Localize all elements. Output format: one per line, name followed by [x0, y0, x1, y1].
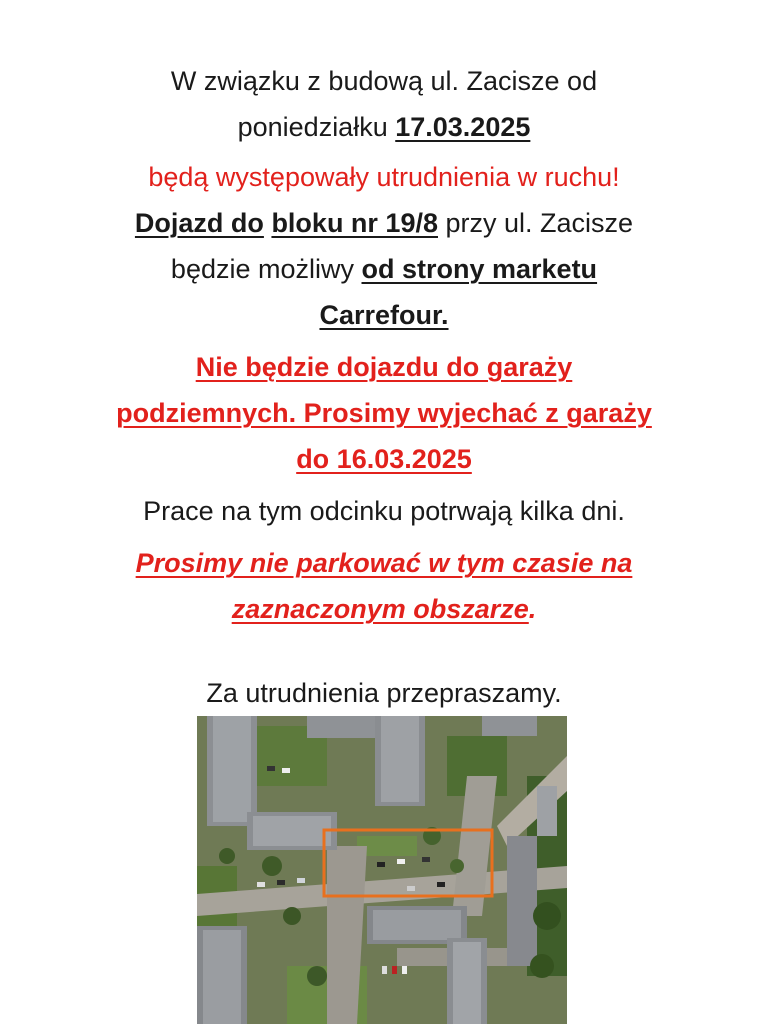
start-date: 17.03.2025: [395, 112, 531, 142]
aerial-map: [197, 716, 567, 1024]
access-line-2: [0, 246, 768, 292]
parking-warning-1: Prosimy nie parkować w tym czasie na: [135, 548, 633, 578]
apology: Za utrudnienia przepraszamy.: [206, 678, 562, 708]
traffic-warning: będą występowały utrudnienia w ruchu!: [148, 162, 620, 192]
access-direction: od strony marketu: [361, 254, 598, 284]
parking-area: zaznaczonym obszarze: [231, 594, 529, 624]
garage-warning-3: do 16.03.2025: [296, 444, 472, 474]
access-possible: będzie możliwy: [170, 254, 362, 284]
intro-line-1: W związku z budową ul. Zacisze od: [170, 66, 598, 96]
parking-warning-2: [0, 586, 768, 632]
intro-line-2: [0, 104, 768, 150]
access-street: przy ul. Zacisze: [438, 208, 634, 238]
access-line-3: Carrefour.: [319, 300, 449, 330]
works-duration: Prace na tym odcinku potrwają kilka dni.: [143, 496, 625, 526]
access-text: Dojazd do: [134, 208, 264, 238]
notice-text: [0, 58, 768, 716]
aerial-map-image: [197, 716, 567, 1024]
intro-line-2-prefix: poniedziałku: [237, 112, 396, 142]
garage-warning-1: Nie będzie dojazdu do garaży: [195, 352, 573, 382]
parking-period: .: [528, 594, 537, 624]
garage-warning-2: podziemnych. Prosimy wyjechać z garaży: [116, 398, 652, 428]
access-line-1: [0, 200, 768, 246]
block-number: bloku nr 19/8: [271, 208, 438, 238]
